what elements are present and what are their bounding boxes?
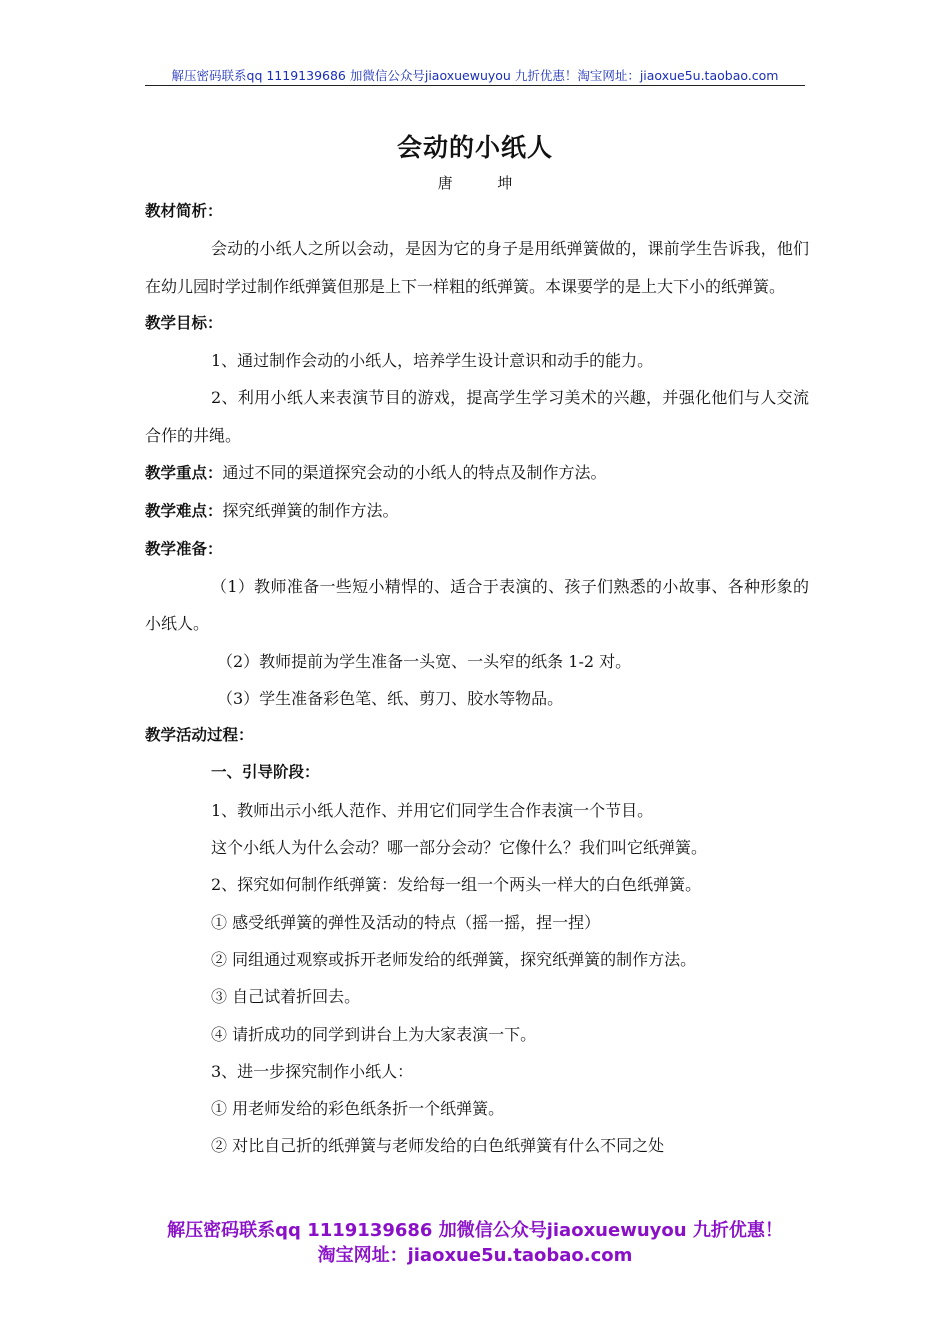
section-heading-goals: 教学目标： — [145, 313, 223, 332]
step-subitem: ① 感受纸弹簧的弹性及活动的特点（摇一摇，捏一捏） — [211, 912, 601, 932]
footer-line-1: 解压密码联系qq 1119139686 加微信公众号jiaoxuewuyou 九折优惠！ — [167, 1220, 783, 1241]
document-body — [145, 193, 809, 1165]
step-subitem: ④ 请折成功的同学到讲台上为大家表演一下。 — [211, 1024, 537, 1044]
difficulty-line — [145, 492, 809, 530]
prep-item: （1）教师准备一些短小精悍的、适合于表演的、孩子们熟悉的小故事、各种形象的小纸人。 — [145, 576, 809, 634]
header-watermark-text: 解压密码联系qq 1119139686 加微信公众号jiaoxuewuyou 九折优惠！淘宝网址：jiaoxue5u.taobao.com — [171, 68, 779, 83]
step-subitem: ② 对比自己折的纸弹簧与老师发给的白色纸弹簧有什么不同之处 — [211, 1136, 665, 1156]
footer-watermark — [100, 1218, 850, 1268]
author-name: 唐 坤 — [437, 174, 513, 192]
prep-item: （2）教师提前为学生准备一头宽、一头窄的纸条 1-2 对。 — [217, 651, 632, 671]
section-heading-keypoint: 教学重点： — [145, 464, 223, 483]
difficulty-text: 探究纸弹簧的制作方法。 — [222, 501, 399, 521]
keypoint-line — [145, 454, 809, 492]
materials-paragraph: 会动的小纸人之所以会动，是因为它的身子是用纸弹簧做的，课前学生告诉我，他们在幼儿园时学过制作纸弹簧但那是上下一样粗的纸弹簧。本课要学的是上大下小的纸弹簧。 — [145, 239, 809, 296]
step-item: 这个小纸人为什么会动？哪一部分会动？它像什么？我们叫它纸弹簧。 — [211, 838, 708, 858]
prep-item: （3）学生准备彩色笔、纸、剪刀、胶水等物品。 — [217, 688, 564, 708]
step-subitem: ② 同组通过观察或拆开老师发给的纸弹簧，探究纸弹簧的制作方法。 — [211, 949, 697, 969]
page-title: 会动的小纸人 — [396, 133, 553, 162]
header-divider — [145, 85, 805, 86]
stage-heading: 一、引导阶段： — [211, 763, 320, 782]
section-heading-process: 教学活动过程： — [145, 726, 254, 745]
step-subitem: ③ 自己试着折回去。 — [211, 987, 361, 1007]
footer-line-2: 淘宝网址：jiaoxue5u.taobao.com — [317, 1245, 633, 1266]
step-item: 2、探究如何制作纸弹簧：发给每一组一个两头一样大的白色纸弹簧。 — [211, 875, 702, 895]
section-heading-materials: 教材简析： — [145, 202, 223, 220]
step-item: 1、教师出示小纸人范作、并用它们同学生合作表演一个节目。 — [211, 800, 654, 820]
step-item: 3、进一步探究制作小纸人： — [211, 1061, 414, 1081]
keypoint-text: 通过不同的渠道探究会动的小纸人的特点及制作方法。 — [222, 463, 607, 483]
goal-item: 2、利用小纸人来表演节目的游戏，提高学生学习美术的兴趣，并强化他们与人交流合作的井绳。 — [145, 388, 809, 445]
step-subitem: ① 用老师发给的彩色纸条折一个纸弹簧。 — [211, 1099, 505, 1119]
section-heading-prep: 教学准备： — [145, 539, 223, 558]
section-heading-difficulty: 教学难点： — [145, 502, 223, 521]
goal-item: 1、通过制作会动的小纸人，培养学生设计意识和动手的能力。 — [211, 351, 654, 371]
